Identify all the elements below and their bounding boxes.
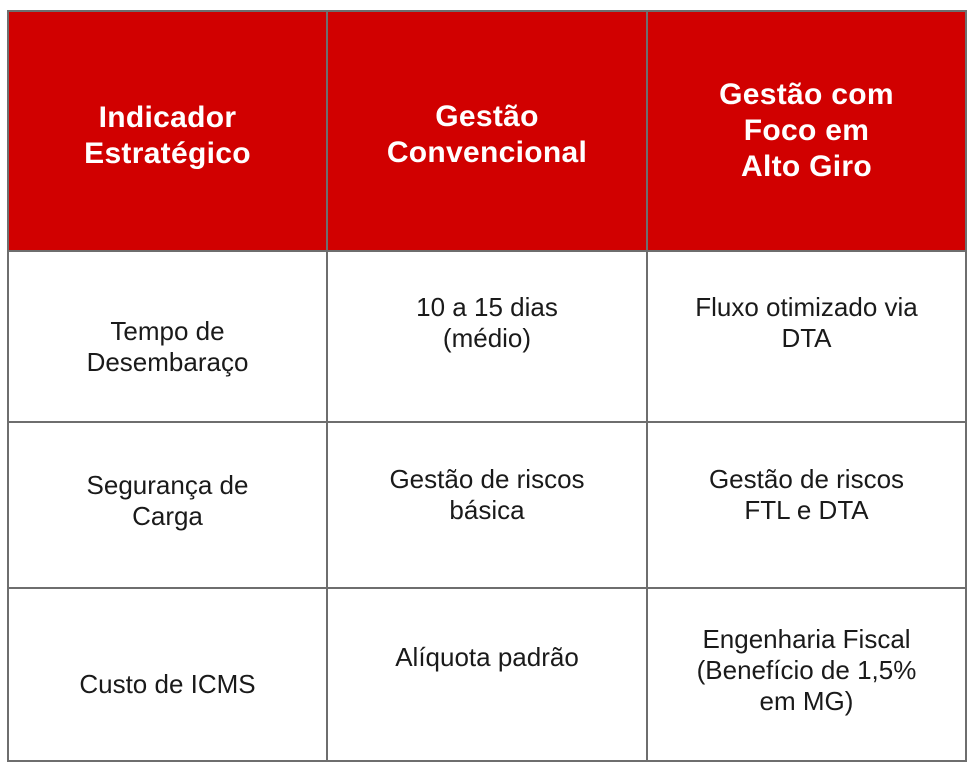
cell-alto-giro: [647, 422, 966, 588]
table-body: [8, 251, 966, 761]
header-text-line: Gestão com: [719, 78, 894, 111]
cell-text-line: Alíquota padrão: [395, 642, 579, 672]
table-row: [8, 588, 966, 761]
comparison-table: [7, 10, 967, 762]
header-text-line: Alto Giro: [740, 150, 873, 183]
header-gestao-convencional: [327, 11, 647, 251]
cell-conventional: [327, 251, 647, 422]
cell-text-line: 10 a 15 dias: [416, 291, 558, 322]
table-row: [8, 422, 966, 588]
cell-alto-giro: [647, 588, 966, 761]
cell-text-line: Gestão de riscos: [708, 464, 905, 494]
header-row: [8, 11, 966, 251]
cell-text-line: (Benefício de 1,5%: [696, 655, 917, 685]
cell-text-line: Engenharia Fiscal: [702, 624, 911, 654]
cell-text-line: Tempo de: [110, 315, 225, 346]
cell-indicator: [8, 422, 327, 588]
cell-text-line: básica: [449, 495, 525, 525]
cell-indicator: [8, 251, 327, 422]
cell-text-line: em MG): [759, 686, 854, 716]
header-text-line: Estratégico: [84, 137, 251, 170]
cell-text-line: Segurança de: [86, 470, 249, 500]
cell-text-line: Custo de ICMS: [79, 669, 256, 699]
cell-conventional: [327, 422, 647, 588]
cell-conventional: [327, 588, 647, 761]
cell-alto-giro: [647, 251, 966, 422]
cell-indicator: [8, 588, 327, 761]
table-header: [8, 11, 966, 251]
cell-text-line: Desembaraço: [86, 346, 249, 377]
header-text-line: Convencional: [386, 136, 588, 169]
cell-text-line: Gestão de riscos: [389, 464, 585, 494]
cell-text-line: FTL e DTA: [744, 495, 869, 525]
header-gestao-alto-giro: [647, 11, 966, 251]
cell-text-line: Carga: [132, 501, 203, 531]
header-text-line: Indicador: [98, 101, 237, 134]
cell-text-line: (médio): [442, 322, 532, 353]
header-text-line: Foco em: [743, 114, 870, 147]
header-indicador-estrategico: [8, 11, 327, 251]
header-text-line: Gestão: [435, 100, 539, 133]
cell-text-line: Fluxo otimizado via: [695, 291, 918, 322]
table-row: [8, 251, 966, 422]
cell-text-line: DTA: [781, 322, 832, 353]
